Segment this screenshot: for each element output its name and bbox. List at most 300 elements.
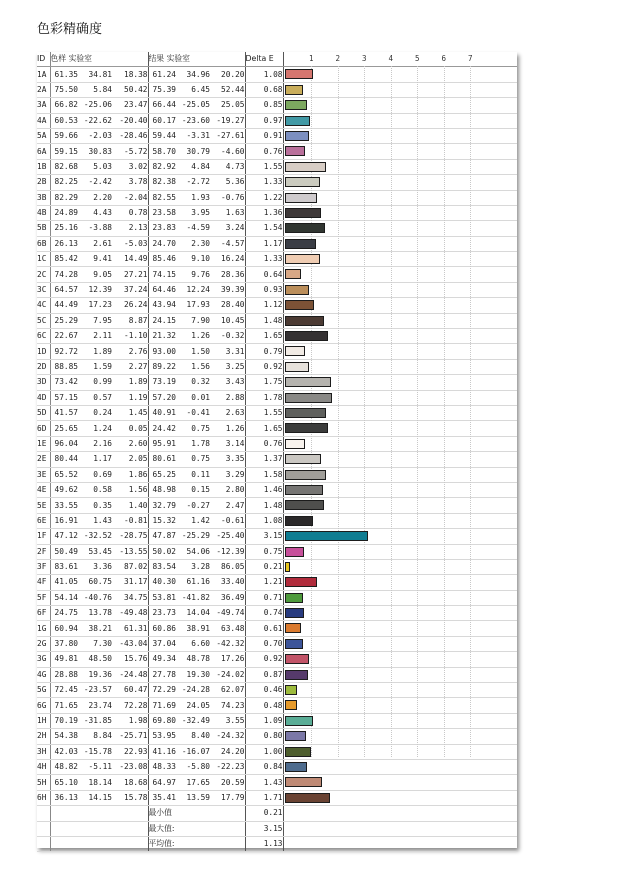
table-row: [37, 144, 517, 159]
patch-id: 3F: [37, 559, 50, 574]
bar-cell: [283, 205, 517, 220]
bar-cell: [283, 606, 517, 621]
ref-b: 1.98: [112, 713, 148, 728]
res-a: 12.24: [176, 282, 210, 297]
patch-id: 4C: [37, 298, 50, 313]
res-L: 24.70: [148, 236, 176, 251]
table-row: [37, 128, 517, 143]
ref-b: 1.56: [112, 482, 148, 497]
res-b: 2.88: [210, 390, 245, 405]
res-L: 21.32: [148, 329, 176, 344]
ref-a: 0.57: [78, 390, 112, 405]
delta-e-value: 0.46: [245, 683, 283, 698]
table-row: [37, 329, 517, 344]
res-L: 40.30: [148, 575, 176, 590]
ref-L: 26.13: [50, 236, 78, 251]
ref-b: 2.27: [112, 359, 148, 374]
ref-L: 54.14: [50, 590, 78, 605]
res-a: 1.26: [176, 329, 210, 344]
ref-b: -25.71: [112, 729, 148, 744]
patch-id: 1E: [37, 436, 50, 451]
res-a: 1.50: [176, 344, 210, 359]
ref-L: 24.75: [50, 606, 78, 621]
res-a: 19.30: [176, 667, 210, 682]
bar-cell: [283, 467, 517, 482]
bar-cell: [283, 759, 517, 774]
ref-a: 13.78: [78, 606, 112, 621]
ref-b: -2.04: [112, 190, 148, 205]
bar-cell: [283, 729, 517, 744]
res-b: -4.57: [210, 236, 245, 251]
ref-b: 15.76: [112, 652, 148, 667]
ref-a: 7.95: [78, 313, 112, 328]
bar-cell: [283, 652, 517, 667]
res-L: 83.54: [148, 559, 176, 574]
res-L: 24.42: [148, 421, 176, 436]
res-b: 63.48: [210, 621, 245, 636]
bar-cell: [283, 790, 517, 805]
delta-e-value: 1.78: [245, 390, 283, 405]
patch-id: 4E: [37, 482, 50, 497]
delta-e-value: 3.15: [245, 529, 283, 544]
ref-L: 49.62: [50, 482, 78, 497]
res-a: 38.91: [176, 621, 210, 636]
patch-id: 4F: [37, 575, 50, 590]
ref-b: -5.03: [112, 236, 148, 251]
table-row: [37, 405, 517, 420]
bar-cell: [283, 128, 517, 143]
res-L: 59.44: [148, 128, 176, 143]
delta-e-bar: [285, 377, 331, 387]
delta-e-bar: [285, 316, 324, 326]
res-a: 0.75: [176, 452, 210, 467]
table-row: [37, 252, 517, 267]
bar-cell: [283, 744, 517, 759]
patch-id: 3G: [37, 652, 50, 667]
ref-b: -13.55: [112, 544, 148, 559]
table-row: [37, 790, 517, 805]
delta-e-value: 1.48: [245, 498, 283, 513]
delta-e-value: 0.76: [245, 436, 283, 451]
res-a: 14.04: [176, 606, 210, 621]
ref-L: 54.38: [50, 729, 78, 744]
table-header: [37, 52, 517, 67]
delta-e-bar: [285, 362, 309, 372]
table-row: [37, 298, 517, 313]
ref-b: -23.08: [112, 759, 148, 774]
res-L: 82.38: [148, 175, 176, 190]
res-b: -0.32: [210, 329, 245, 344]
stat-label: 平均值:: [148, 836, 245, 851]
res-L: 75.39: [148, 82, 176, 97]
patch-id: 6A: [37, 144, 50, 159]
delta-e-value: 0.80: [245, 729, 283, 744]
bar-cell: [283, 159, 517, 174]
res-a: -0.27: [176, 498, 210, 513]
res-L: 89.22: [148, 359, 176, 374]
patch-id: 1D: [37, 344, 50, 359]
res-b: 28.40: [210, 298, 245, 313]
res-L: 60.17: [148, 113, 176, 128]
ref-L: 25.16: [50, 221, 78, 236]
table-row: [37, 529, 517, 544]
res-L: 49.34: [148, 652, 176, 667]
res-a: 54.06: [176, 544, 210, 559]
delta-e-bar: [285, 408, 326, 418]
delta-e-value: 0.48: [245, 698, 283, 713]
x-tick-label: 3: [362, 54, 367, 63]
ref-b: 2.05: [112, 452, 148, 467]
res-L: 93.00: [148, 344, 176, 359]
res-b: -25.40: [210, 529, 245, 544]
patch-id: 5H: [37, 775, 50, 790]
table-row: [37, 759, 517, 774]
delta-e-bar: [285, 300, 315, 310]
delta-e-bar: [285, 239, 316, 249]
res-b: -4.60: [210, 144, 245, 159]
ref-a: 18.14: [78, 775, 112, 790]
bar-cell: [283, 144, 517, 159]
res-L: 69.80: [148, 713, 176, 728]
delta-e-bar: [285, 485, 324, 495]
table-row: [37, 498, 517, 513]
bar-cell: [283, 67, 517, 82]
ref-L: 16.91: [50, 513, 78, 528]
res-L: 73.19: [148, 375, 176, 390]
ref-L: 41.57: [50, 405, 78, 420]
bar-cell: [283, 575, 517, 590]
stat-value: 3.15: [245, 821, 283, 836]
ref-L: 25.29: [50, 313, 78, 328]
bar-cell: [283, 775, 517, 790]
delta-e-value: 0.74: [245, 606, 283, 621]
bar-cell: [283, 298, 517, 313]
table-row: [37, 82, 517, 97]
ref-b: 1.86: [112, 467, 148, 482]
col-sample-header: 色样 实验室: [50, 52, 148, 67]
bar-cell: [283, 313, 517, 328]
table-row: [37, 544, 517, 559]
ref-a: 2.11: [78, 329, 112, 344]
ref-b: 34.75: [112, 590, 148, 605]
res-L: 37.04: [148, 636, 176, 651]
patch-id: 3D: [37, 375, 50, 390]
patch-id: 4H: [37, 759, 50, 774]
ref-a: -31.85: [78, 713, 112, 728]
delta-e-value: 1.71: [245, 790, 283, 805]
ref-L: 37.80: [50, 636, 78, 651]
table-row: [37, 190, 517, 205]
ref-b: -24.48: [112, 667, 148, 682]
delta-e-value: 0.92: [245, 652, 283, 667]
ref-b: 2.76: [112, 344, 148, 359]
res-a: 48.78: [176, 652, 210, 667]
delta-e-bar: [285, 223, 326, 233]
ref-L: 92.72: [50, 344, 78, 359]
res-L: 53.95: [148, 729, 176, 744]
patch-id: 1G: [37, 621, 50, 636]
patch-id: 2F: [37, 544, 50, 559]
table-row: [37, 452, 517, 467]
res-b: -24.32: [210, 729, 245, 744]
delta-e-bar: [285, 500, 324, 510]
res-a: -2.72: [176, 175, 210, 190]
res-a: -24.28: [176, 683, 210, 698]
res-a: 13.59: [176, 790, 210, 805]
res-L: 47.87: [148, 529, 176, 544]
res-a: -32.49: [176, 713, 210, 728]
stat-label: 最小值: [148, 806, 245, 821]
bar-cell: [283, 252, 517, 267]
color-accuracy-table: [37, 52, 517, 848]
delta-e-value: 1.54: [245, 221, 283, 236]
ref-a: 0.99: [78, 375, 112, 390]
ref-L: 48.82: [50, 759, 78, 774]
ref-b: 26.24: [112, 298, 148, 313]
delta-e-value: 1.46: [245, 482, 283, 497]
delta-e-bar: [285, 346, 306, 356]
delta-e-bar: [285, 439, 305, 449]
delta-e-bar: [285, 639, 304, 649]
blank-cell: [50, 821, 148, 836]
ref-L: 50.49: [50, 544, 78, 559]
page-title: 色彩精确度: [37, 22, 103, 37]
res-a: 30.79: [176, 144, 210, 159]
ref-a: -15.78: [78, 744, 112, 759]
x-tick-label: 5: [415, 54, 420, 63]
ref-b: 14.49: [112, 252, 148, 267]
blank-cell: [37, 806, 50, 821]
table-row: [37, 652, 517, 667]
bar-cell: [283, 667, 517, 682]
res-b: -0.61: [210, 513, 245, 528]
ref-a: 48.50: [78, 652, 112, 667]
ref-L: 64.57: [50, 282, 78, 297]
res-b: 4.73: [210, 159, 245, 174]
delta-e-value: 1.36: [245, 205, 283, 220]
delta-e-value: 1.33: [245, 175, 283, 190]
res-a: 3.95: [176, 205, 210, 220]
table-row: [37, 67, 517, 82]
ref-b: -49.48: [112, 606, 148, 621]
ref-a: 1.24: [78, 421, 112, 436]
table-row: [37, 559, 517, 574]
res-L: 41.16: [148, 744, 176, 759]
ref-L: 49.81: [50, 652, 78, 667]
table-row: [37, 621, 517, 636]
ref-b: 2.60: [112, 436, 148, 451]
patch-id: 5C: [37, 313, 50, 328]
res-L: 23.73: [148, 606, 176, 621]
patch-id: 5G: [37, 683, 50, 698]
res-b: 33.40: [210, 575, 245, 590]
res-L: 40.91: [148, 405, 176, 420]
blank-cell: [283, 806, 517, 821]
ref-L: 80.44: [50, 452, 78, 467]
bar-cell: [283, 421, 517, 436]
patch-id: 5A: [37, 128, 50, 143]
table-row: [37, 205, 517, 220]
patch-id: 2A: [37, 82, 50, 97]
res-a: 1.93: [176, 190, 210, 205]
res-b: 24.20: [210, 744, 245, 759]
res-b: 17.26: [210, 652, 245, 667]
table-row: [37, 683, 517, 698]
res-L: 53.81: [148, 590, 176, 605]
x-tick-label: 2: [335, 54, 341, 63]
res-L: 66.44: [148, 98, 176, 113]
res-b: 36.49: [210, 590, 245, 605]
res-a: -16.07: [176, 744, 210, 759]
res-L: 57.20: [148, 390, 176, 405]
res-b: 17.79: [210, 790, 245, 805]
delta-e-bar: [285, 577, 317, 587]
ref-L: 74.28: [50, 267, 78, 282]
res-b: 20.20: [210, 67, 245, 82]
ref-a: 7.30: [78, 636, 112, 651]
delta-e-bar: [285, 423, 329, 433]
bar-cell: [283, 190, 517, 205]
res-b: 2.63: [210, 405, 245, 420]
ref-b: -43.04: [112, 636, 148, 651]
bar-cell: [283, 498, 517, 513]
delta-e-value: 0.93: [245, 282, 283, 297]
blank-cell: [37, 821, 50, 836]
ref-b: 1.40: [112, 498, 148, 513]
ref-a: 1.59: [78, 359, 112, 374]
delta-e-bar: [285, 531, 368, 541]
table-row: [37, 513, 517, 528]
x-tick-label: 4: [388, 54, 394, 63]
res-b: -49.74: [210, 606, 245, 621]
res-b: 10.45: [210, 313, 245, 328]
delta-e-value: 1.65: [245, 329, 283, 344]
res-b: 74.23: [210, 698, 245, 713]
ref-L: 65.10: [50, 775, 78, 790]
res-L: 60.86: [148, 621, 176, 636]
res-a: 2.30: [176, 236, 210, 251]
res-b: 5.36: [210, 175, 245, 190]
ref-L: 70.19: [50, 713, 78, 728]
col-id-header: ID: [37, 52, 50, 67]
delta-e-bar: [285, 731, 306, 741]
ref-a: 0.24: [78, 405, 112, 420]
delta-e-bar: [285, 254, 320, 264]
patch-id: 4B: [37, 205, 50, 220]
bar-cell: [283, 683, 517, 698]
delta-e-bar: [285, 470, 327, 480]
res-a: 6.45: [176, 82, 210, 97]
delta-e-bar: [285, 393, 332, 403]
bar-cell: [283, 482, 517, 497]
res-a: -0.41: [176, 405, 210, 420]
ref-L: 60.94: [50, 621, 78, 636]
bar-cell: [283, 590, 517, 605]
ref-a: 1.17: [78, 452, 112, 467]
ref-L: 60.53: [50, 113, 78, 128]
bar-cell: [283, 329, 517, 344]
ref-b: 61.31: [112, 621, 148, 636]
table-row: [37, 313, 517, 328]
ref-L: 57.15: [50, 390, 78, 405]
ref-b: 3.78: [112, 175, 148, 190]
table-row: [37, 667, 517, 682]
res-L: 61.24: [148, 67, 176, 82]
bar-cell: [283, 713, 517, 728]
delta-e-bar: [285, 685, 297, 695]
bar-cell: [283, 267, 517, 282]
delta-e-bar: [285, 793, 330, 803]
delta-e-value: 0.91: [245, 128, 283, 143]
res-a: -23.60: [176, 113, 210, 128]
patch-id: 3E: [37, 467, 50, 482]
ref-b: 18.38: [112, 67, 148, 82]
blank-cell: [37, 836, 50, 851]
bar-cell: [283, 621, 517, 636]
res-b: 25.05: [210, 98, 245, 113]
delta-e-value: 1.17: [245, 236, 283, 251]
res-a: 7.90: [176, 313, 210, 328]
ref-a: 53.45: [78, 544, 112, 559]
delta-e-bar: [285, 547, 305, 557]
delta-e-value: 0.21: [245, 559, 283, 574]
patch-id: 6B: [37, 236, 50, 251]
table-row: [37, 590, 517, 605]
bar-cell: [283, 452, 517, 467]
patch-id: 6H: [37, 790, 50, 805]
ref-a: -25.06: [78, 98, 112, 113]
ref-a: 4.43: [78, 205, 112, 220]
ref-b: 37.24: [112, 282, 148, 297]
patch-id: 1C: [37, 252, 50, 267]
bar-cell: [283, 698, 517, 713]
delta-e-bar: [285, 454, 321, 464]
ref-a: 0.35: [78, 498, 112, 513]
stat-label: 最大值:: [148, 821, 245, 836]
delta-e-value: 1.65: [245, 421, 283, 436]
table-row: [37, 713, 517, 728]
delta-e-bar: [285, 670, 308, 680]
res-a: 8.40: [176, 729, 210, 744]
res-L: 43.94: [148, 298, 176, 313]
ref-a: 2.61: [78, 236, 112, 251]
ref-b: 87.02: [112, 559, 148, 574]
delta-e-bar: [285, 269, 302, 279]
ref-L: 33.55: [50, 498, 78, 513]
ref-a: 60.75: [78, 575, 112, 590]
ref-L: 22.67: [50, 329, 78, 344]
ref-L: 59.15: [50, 144, 78, 159]
res-b: -12.39: [210, 544, 245, 559]
res-b: 2.80: [210, 482, 245, 497]
delta-e-bar: [285, 747, 312, 757]
ref-a: 23.74: [78, 698, 112, 713]
ref-L: 82.68: [50, 159, 78, 174]
delta-e-bar: [285, 162, 326, 172]
res-b: -42.32: [210, 636, 245, 651]
res-b: 1.63: [210, 205, 245, 220]
ref-L: 83.61: [50, 559, 78, 574]
ref-b: 2.13: [112, 221, 148, 236]
ref-b: 72.28: [112, 698, 148, 713]
bar-cell: [283, 98, 517, 113]
ref-b: 0.05: [112, 421, 148, 436]
ref-b: 60.47: [112, 683, 148, 698]
patch-id: 4D: [37, 390, 50, 405]
res-L: 80.61: [148, 452, 176, 467]
ref-L: 82.25: [50, 175, 78, 190]
table-row: [37, 98, 517, 113]
